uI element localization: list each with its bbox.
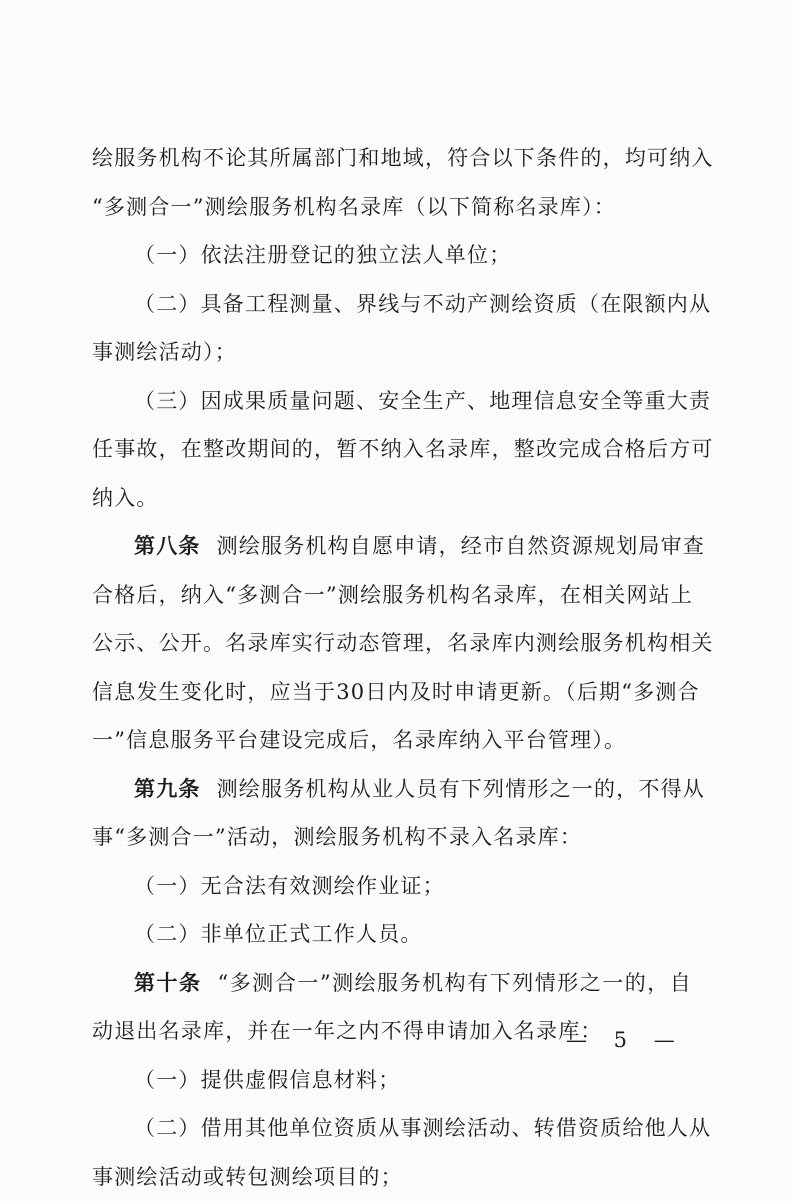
text-line: 事“多测合一”活动，测绘服务机构不录入名录库： [92, 813, 692, 862]
text-line: 纳入。 [92, 474, 692, 523]
text-line: 公示、公开。名录库实行动态管理，名录库内测绘服务机构相关 [92, 619, 692, 668]
text-line: 合格后，纳入“多测合一”测绘服务机构名录库，在相关网站上 [92, 571, 692, 620]
page-number: — 5 — [566, 1028, 685, 1052]
text-line: 事测绘活动或转包测绘项目的； [92, 1153, 692, 1201]
article-text: “多测合一”测绘服务机构有下列情形之一的，自 [218, 971, 692, 995]
text-line: 事测绘活动）； [92, 328, 692, 377]
text-line: 任事故，在整改期间的，暂不纳入名录库，整改完成合格后方可 [92, 425, 692, 474]
article-number: 第九条 [134, 776, 201, 801]
article-number: 第八条 [134, 533, 201, 558]
article-9-line [92, 765, 692, 814]
article-10-line [92, 959, 692, 1008]
list-item: （二）非单位正式工作人员。 [92, 910, 692, 959]
text-line: 一”信息服务平台建设完成后，名录库纳入平台管理）。 [92, 716, 692, 765]
article-8-line [92, 522, 692, 571]
article-number: 第十条 [134, 970, 202, 995]
list-item: （一）无合法有效测绘作业证； [92, 862, 692, 911]
text-line: “多测合一”测绘服务机构名录库（以下简称名录库）： [92, 183, 692, 232]
list-item: （三）因成果质量问题、安全生产、地理信息安全等重大责 [92, 377, 692, 426]
text-line: 信息发生变化时，应当于30日内及时申请更新。（后期“多测合 [92, 668, 692, 717]
list-item: （一）提供虚假信息材料； [92, 1056, 692, 1105]
text-line: 绘服务机构不论其所属部门和地域，符合以下条件的，均可纳入 [92, 134, 692, 183]
article-text: 测绘服务机构从业人员有下列情形之一的，不得从 [217, 777, 705, 801]
list-item: （一）依法注册登记的独立法人单位； [92, 231, 692, 280]
list-item: （二）借用其他单位资质从事测绘活动、转借资质给他人从 [92, 1104, 692, 1153]
list-item: （二）具备工程测量、界线与不动产测绘资质（在限额内从 [92, 280, 692, 329]
article-text: 测绘服务机构自愿申请，经市自然资源规划局审查 [217, 534, 705, 558]
text-line: 动退出名录库，并在一年之内不得申请加入名录库： [92, 1007, 692, 1056]
